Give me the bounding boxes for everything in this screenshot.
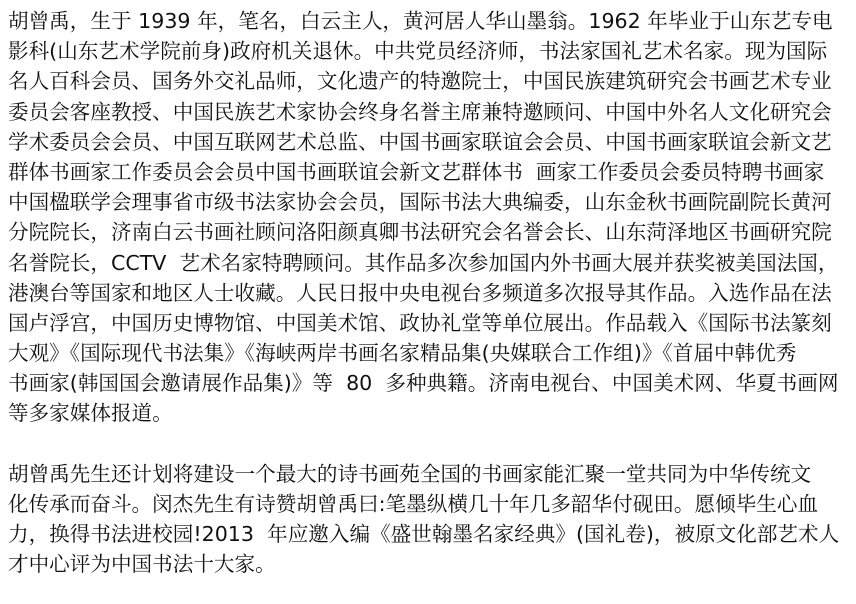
text-line: 力，换得书法进校园!2013 年应邀入编《盛世翰墨名家经典》(国礼卷)，被原文化部艺术人 [8, 522, 840, 547]
text-line: 委员会客座教授、中国民族艺术家协会终身名誉主席兼特邀顾问、中国中外名人文化研究会 [8, 99, 832, 124]
text-line: 化传承而奋斗。闵杰先生有诗赞胡曾禹曰:笔墨纵横几十年几多韶华付砚田。愿倾毕生心血 [8, 492, 819, 516]
text-line: 国卢浮宫，中国历史博物馆、中国美术馆、政协礼堂等单位展出。作品载入《国际书法篆刻 [8, 310, 832, 335]
text-line: 等多家媒体报道。 [8, 401, 173, 426]
text-line: 胡曾禹，生于 1939 年，笔名，白云主人，黄河居人华山墨翁。1962 年毕业于山东艺专电 [8, 9, 833, 33]
text-line: 影科(山东艺术学院前身)政府机关退休。中共党员经济师，书法家国礼艺术名家。现为国际 [8, 39, 828, 64]
text-line: 胡曾禹先生还计划将建设一个最大的诗书画苑全国的书画家能汇聚一堂共同为中华传统文 [8, 461, 812, 486]
paragraph-spacer [8, 429, 846, 459]
biography-paragraph [8, 6, 846, 429]
text-line: 名誉院长，CCTV 艺术名家特聘顾问。其作品多次参加国内外书画大展并获奖被美国法国， [8, 250, 839, 275]
text-line: 分院院长，济南白云书画社顾问洛阳颜真卿书法研究会名誉会长、山东菏泽地区书画研究院 [8, 220, 832, 245]
text-line: 书画家(韩国国会邀请展作品集)》等 80 多种典籍。济南电视台、中国美术网、华夏书画网 [8, 371, 839, 396]
text-line: 港澳台等国家和地区人士收藏。人民日报中央电视台多频道多次报导其作品。入选作品在法 [8, 280, 832, 305]
text-line: 学术委员会会员、中国互联网艺术总监、中国书画家联谊会会员、中国书画家联谊会新文艺 [8, 129, 832, 154]
text-line: 才中心评为中国书法十大家。 [8, 552, 276, 577]
plan-paragraph [8, 459, 846, 580]
text-line: 名人百科会员、国务外交礼品师，文化遗产的特邀院士，中国民族建筑研究会书画艺术专业 [8, 69, 832, 94]
text-line: 大观》《国际现代书法集》《海峡两岸书画名家精品集(央媒联合工作组)》《首届中韩优秀 [8, 341, 797, 366]
text-line: 中国楹联学会理事省市级书法家协会会员，国际书法大典编委，山东金秋书画院副院长黄河 [8, 190, 832, 215]
text-line: 群体书画家工作委员会会员中国书画联谊会新文艺群体书 画家工作委员会委员特聘书画家 [8, 159, 825, 184]
